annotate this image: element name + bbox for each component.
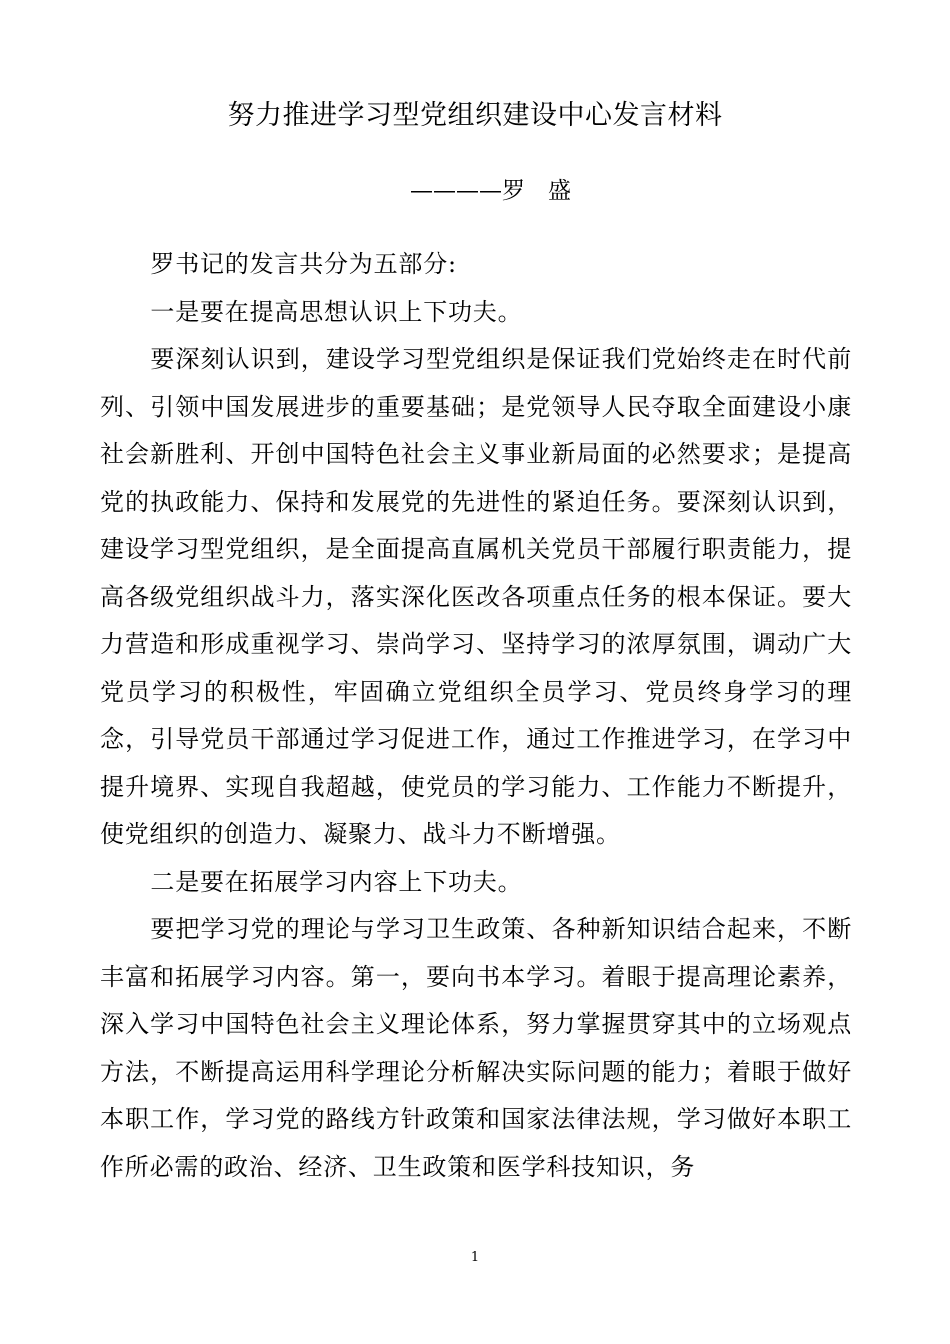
page-number: 1 [470,1250,480,1265]
document-body [100,241,852,1191]
paragraph-intro: 罗书记的发言共分为五部分: [150,250,457,278]
document-title: 努力推进学习型党组织建设中心发言材料 [227,100,723,131]
paragraph-section-1: 要深刻认识到，建设学习型党组织是保证我们党始终走在时代前列、引领中国发展进步的重要基础；是党领导人民夺取全面建设小康社会新胜利、开创中国特色社会主义事业新局面的必然要求；是提高党的执政能力、保持和发展党的先进性的紧迫任务。要深刻认识到，建设学习型党组织，是全面提高直属机关党员干部履行职责能力，提高各级党组织战斗力，落实深化医改各项重点任务的根本保证。要大力营造和形成重视学习、崇尚学习、坚持学习的浓厚氛围，调动广大党员学习的积极性，牢固确立党组织全员学习、党员终身学习的理念，引导党员干部通过学习促进工作，通过工作推进学习，在学习中提升境界、实现自我超越，使党员的学习能力、工作能力不断提升，使党组织的创造力、凝聚力、战斗力不断增强。 [100,345,852,848]
paragraph-section-2: 要把学习党的理论与学习卫生政策、各种新知识结合起来，不断丰富和拓展学习内容。第一，要向书本学习。着眼于提高理论素养，深入学习中国特色社会主义理论体系，努力掌握贯穿其中的立场观点方法，不断提高运用科学理论分析解决实际问题的能力；着眼于做好本职工作，学习党的路线方针政策和国家法律法规，学习做好本职工作所必需的政治、经济、卫生政策和医学科技知识，务 [100,915,852,1181]
section-heading-2: 二是要在拓展学习内容上下功夫。 [150,867,523,896]
section-heading-1: 一是要在提高思想认识上下功夫。 [150,297,523,326]
document-author: ————罗 盛 [410,178,571,204]
